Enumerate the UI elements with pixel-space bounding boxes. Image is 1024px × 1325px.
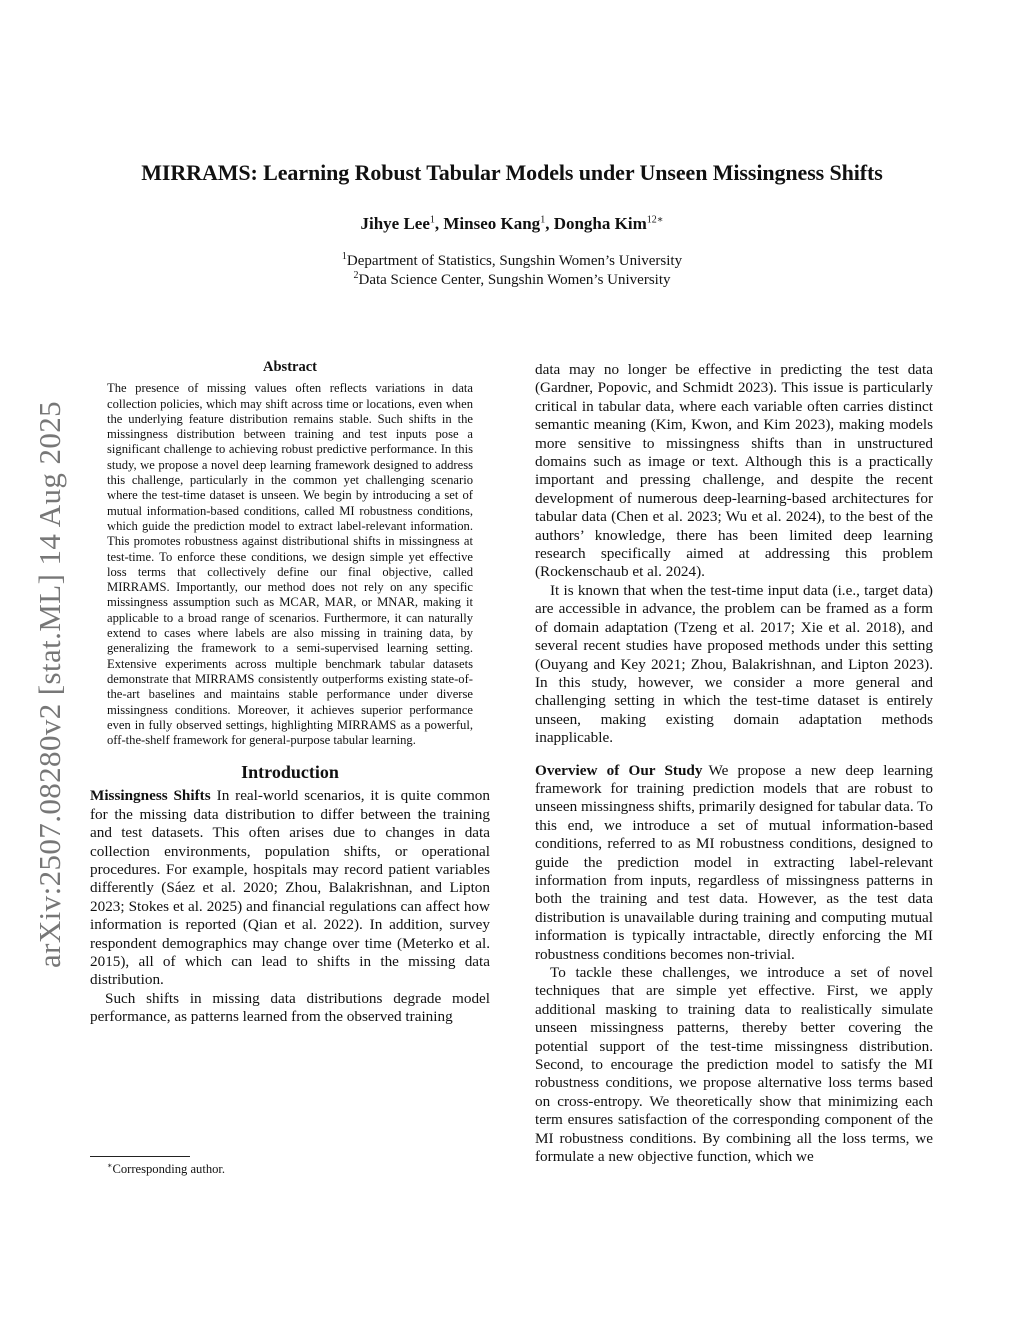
author-name: Minseo Kang [443, 214, 541, 233]
author-affil-mark: 12∗ [646, 214, 664, 226]
author-name: Jihye Lee [360, 214, 430, 233]
paper-title: MIRRAMS: Learning Robust Tabular Models under Unseen Missingness Shifts [141, 160, 883, 185]
abstract-title: Abstract [263, 359, 317, 375]
right-paragraph-4: To tackle these challenges, we introduce a set of novel techniques that are simple yet effective. First, we apply additional masking to training data to realistically simulate unseen missingness patterns, thereby better covering the potential support of the test-time missingness distribution. Second, to encourage the prediction model to satisfy the MI robustness conditions, we propose alternative loss terms based on cross-entropy. We theoretically show that minimizing each term ensures satisfaction of the corresponding component of the MI robustness conditions. By combining all the loss terms, we formulate a new objective function, which we [535, 964, 933, 1166]
affiliation-2: $^2$Data Science Center, Sungshin Women’s University [353, 270, 671, 288]
abstract [107, 360, 473, 748]
footnote-rule [90, 1156, 190, 1157]
author-affil-mark: 1 [540, 214, 546, 226]
left-column [90, 360, 490, 1027]
affiliation-1: $^1$Department of Statistics, Sungshin Women’s University [341, 251, 683, 269]
section-title-introduction: Introduction [241, 762, 339, 783]
runin-heading: Overview of Our Study [535, 761, 703, 779]
right-column [535, 361, 933, 1166]
right-paragraph-1: data may no longer be effective in predicting the test data (Gardner, Popovic, and Schmidt 2023). This issue is particularly critical in tabular data, where each variable often carries distinct semantic meaning (Kim, Kwon, and Kim 2023), making models more sensitive to missingness shifts than in unstructured domains such as image or text. Although this is a practically important and pressing challenge, and despite the recent development of numerous deep-learning-based architectures for tabular data (Chen et al. 2023; Wu et al. 2024), to the best of the authors’ knowledge, there has been limited deep learning research specifically aimed at addressing this problem (Rockenschaub et al. 2024). [535, 361, 933, 581]
intro-paragraph-2: Such shifts in missing data distributions degrade model performance, as patterns learned from the observed training [90, 989, 490, 1026]
author-list: Jihye Lee$^1$, Minseo Kang$^1$, Dongha Kim$^{12∗}$ [360, 214, 664, 233]
author-affil-mark: 1 [429, 214, 435, 226]
footnote: ∗Corresponding author. [107, 1161, 226, 1177]
intro-paragraph-1: Missingness Shifts In real-world scenarios, it is quite common for the missing data distribution to differ between the training and test datasets. This often arises due to changes in data collection environments, population shifts, or operational procedures. For example, hospitals may record patient variables differently (Sáez et al. 2020; Zhou, Balakrishnan, and Lipton 2023; Stokes et al. 2025) and financial regulations can affect how information is reported (Qian et al. 2022). In addition, survey respondent demographics may change over time (Meterko et al. 2015), all of which can lead to shifts in the missing data distribution. [90, 787, 490, 989]
right-paragraph-2: It is known that when the test-time input data (i.e., target data) are accessible in advance, the problem can be framed as a form of domain adaptation (Tzeng et al. 2017; Xie et al. 2018), and several recent studies have proposed methods under this setting (Ouyang and Key 2021; Zhou, Balakrishnan, and Lipton 2023). In this study, however, we consider a more general and challenging setting in which the test-time dataset is entirely unseen, making existing domain adaptation methods inapplicable. [535, 581, 933, 747]
author-name: Dongha Kim [553, 214, 647, 233]
runin-heading: Missingness Shifts [90, 787, 211, 805]
arxiv-stamp: arXiv:2507.08280v2 [stat.ML] 14 Aug 2025 [32, 400, 67, 968]
abstract-text: The presence of missing values often reflects variations in data collection policies, which may shift across time or locations, even when the underlying feature distribution remains stable. Such shifts in the missingness distribution between training and test inputs pose a significant challenge to achieving robust predictive performance. In this study, we propose a novel deep learning framework designed to address this challenge, particularly in the common yet challenging scenario where the test-time dataset is unseen. We begin by introducing a set of mutual information-based conditions, called MI robustness conditions, which guide the prediction model to extract label-relevant information. This promotes robustness against distributional shifts in missingness at test-time. To enforce these conditions, we design simple yet effective loss terms that collectively define our final objective, called MIRRAMS. Importantly, our method does not rely on any specific missingness assumption such as MCAR, MAR, or MNAR, making it applicable to a broad range of scenarios. Furthermore, it can naturally extend to cases where labels are also missing in training data, by generalizing the framework to a semi-supervised learning setting. Extensive experiments across multiple benchmark tabular datasets demonstrate that MIRRAMS consistently outperforms existing state-of-the-art baselines and maintains stable performance under diverse missingness conditions. Moreover, it achieves superior performance even in fully observed settings, highlighting MIRRAMS as a powerful, off-the-shelf framework for general-purpose tabular learning. [107, 381, 473, 748]
overview-paragraph: Overview of Our Study We propose a new deep learning framework for training prediction models that are robust to unseen missingness shifts, primarily designed for tabular data. To this end, we introduce a set of mutual information-based conditions, referred to as MI robustness conditions, designed to guide the prediction model in extracting label-relevant information from inputs, regardless of missingness patterns in both the training and test data. However, as the test data distribution is unavailable during training and computing mutual information is typically intractable, directly enforcing the MI robustness conditions becomes non-trivial. [535, 761, 934, 963]
